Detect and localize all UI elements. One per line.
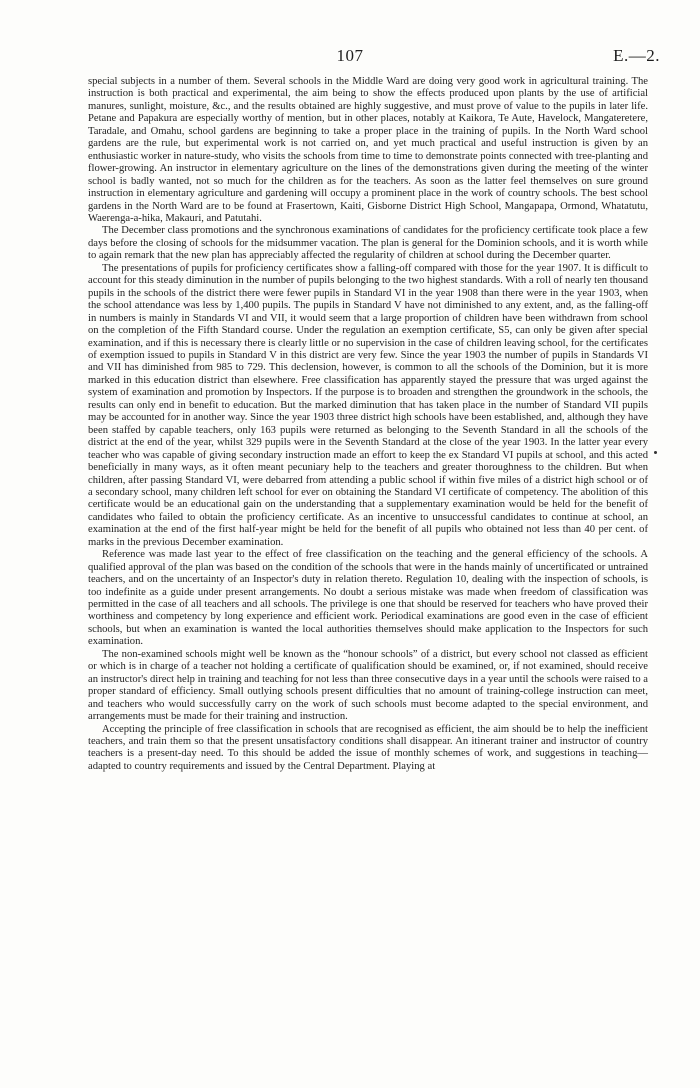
body-text [88,76,648,773]
margin-dot [654,451,657,454]
paragraph-december-promotions: The December class promotions and the synchronous examinations of candidates for the proficiency certificate took place a few days before the closing of schools for the midsummer vacation. The plan is general for the Dominion schools, and it is worth while to again remark that the new plan has appreciably affected the regularity of children at school during the December quarter. [88,225,648,262]
paragraph-non-examined-schools: The non-examined schools might well be known as the “honour schools” of a district, but every school not classed as efficient or which is in charge of a teacher not holding a certificate of qualification should be examined, or, if not examined, should receive an instructor's direct help in training and teaching for not less than three consecutive days in a year until the schools were raised to a proper standard of efficiency. Small outlying schools present difficulties that no amount of training-college instruction can meet, and teachers who would successfully carry on the work of such schools must become adapted to the special environment, and arrangements must be made for their training and instruction. [88,648,648,723]
paragraph-free-classification: Reference was made last year to the effect of free classification on the teaching and the general efficiency of the schools. A qualified approval of the plan was based on the condition of the schools that were in the hands mainly of uncertificated or untrained teachers, and on the uncertainty of an Inspector's duty in relation thereto. Regulation 10, dealing with the inspection of schools, is too indefinite as a guide under present arrangements. No doubt a serious mistake was made when freedom of classification was permitted in the case of all teachers and all schools. The privilege is one that should be reserved for teachers who have proved their worthiness and competency by long experience and efficient work. Periodical examinations are good even in the case of efficient schools, but when an examination is wanted the local authorities themselves should make application to the Inspectors for such examination. [88,549,648,648]
paragraph-agricultural-training: special subjects in a number of them. Several schools in the Middle Ward are doing very good work in agricultural training. The instruction is both practical and experimental, the aim being to show the effects produced upon plants by the use of artificial manures, sunlight, moisture, &c., and the results obtained are highly suggestive, and must prove of value to the pupils in later life. Petane and Papakura are especially worthy of mention, but in other places, notably at Kaikora, Te Aute, Havelock, Mangateretere, Taradale, and Omahu, school gardens are beginning to take a proper place in the training of pupils. In the North Ward school gardens are the rule, but experimental work is not carried on, and yet much practical and useful instruction is given by an enthusiastic worker in nature-study, who visits the schools from time to time to demonstrate points connected with tree-planting and flower-growing. An instructor in elementary agriculture on the lines of the demonstrations given during the meeting of the winter school is badly wanted, not so much for the children as for the teachers. As soon as the latter feel themselves on sure ground instruction in elementary agriculture and gardening will occupy a prominent place in the work of country schools. The best school gardens in the North Ward are to be found at Frasertown, Kaiti, Gisborne District High School, Mangapapa, Ormond, Whatatutu, Waerenga-a-hika, Makauri, and Patutahi. [88,76,648,224]
page-number: 107 [336,46,364,65]
document-code: E.—2. [613,46,660,65]
paragraph-itinerant-trainer: Accepting the principle of free classification in schools that are recognised as efficient, the aim should be to help the inefficient teachers, and train them so that the present unsatisfactory conditions shall disappear. An itinerant trainer and instructor of country teachers is a present-day need. To this should be added the issue of monthly schemes of work, and suggestions in teaching—adapted to country requirements and issued by the Central Department. Playing at [88,723,648,772]
paragraph-proficiency-presentations: The presentations of pupils for proficiency certificates show a falling-off compared with those for the year 1907. It is difficult to account for this steady diminution in the number of pupils belonging to the two highest standards. With a roll of nearly ten thousand pupils in the schools of the district there were fewer pupils in Standard VI in the year 1908 than there were in the year 1903, when the school attendance was less by 1,400 pupils. The pupils in Standard V have not diminished to any extent, and, as the falling-off in numbers is mainly in Standards VI and VII, it would seem that a large proportion of children have been withdrawn from school on the completion of the Fifth Standard course. Under the regulation an exemption certificate, S5, can only be given after special examination, and if this is necessary there is clearly little or no supervision in the case of children leaving school, for the certificates of exemption issued to pupils in Standard V in this district are very few. Since the year 1903 the number of pupils in Standards VI and VII has diminished from 985 to 729. This declension, however, is common to all the schools of the Dominion, but it is more marked in this education district than elsewhere. Free classification has apparently stayed the pressure that was urged against the system of examination and promotion by Inspectors. If the purpose is to broaden and strengthen the groundwork in the schools, the results can only end in benefit to education. But the marked diminution that has taken place in the number of Standard VII pupils may be accounted for in another way. Since the year 1903 three district high schools have been established, and, although they have been staffed by capable teachers, only 163 pupils were returned as belonging to the Seventh Standard in all the schools of the district at the end of the year, whilst 329 pupils were in the Seventh Standard at the close of the year 1903. In the latter year every teacher who was capable of giving secondary instruction made an effort to keep the ex Standard VI pupils at school, and this acted beneficially in many ways, as it often meant pecuniary help to the teachers and greater thoroughness to the children. But when children, after passing Standard VI, were debarred from attending a public school if within five miles of a district high school or of a secondary school, many children left school for ever on obtaining the Standard VI certificate of competency. The abolition of this certificate would be an educational gain on the understanding that a supplementary examination would be held for the benefit of candidates who failed to obtain the proficiency certificate. As an incentive to unsuccessful candidates to continue at school, an examination at the end of the first half-year might be held for the benefit of all pupils who obtained not less than 40 per cent. of marks in the previous December examination. [88,262,648,548]
